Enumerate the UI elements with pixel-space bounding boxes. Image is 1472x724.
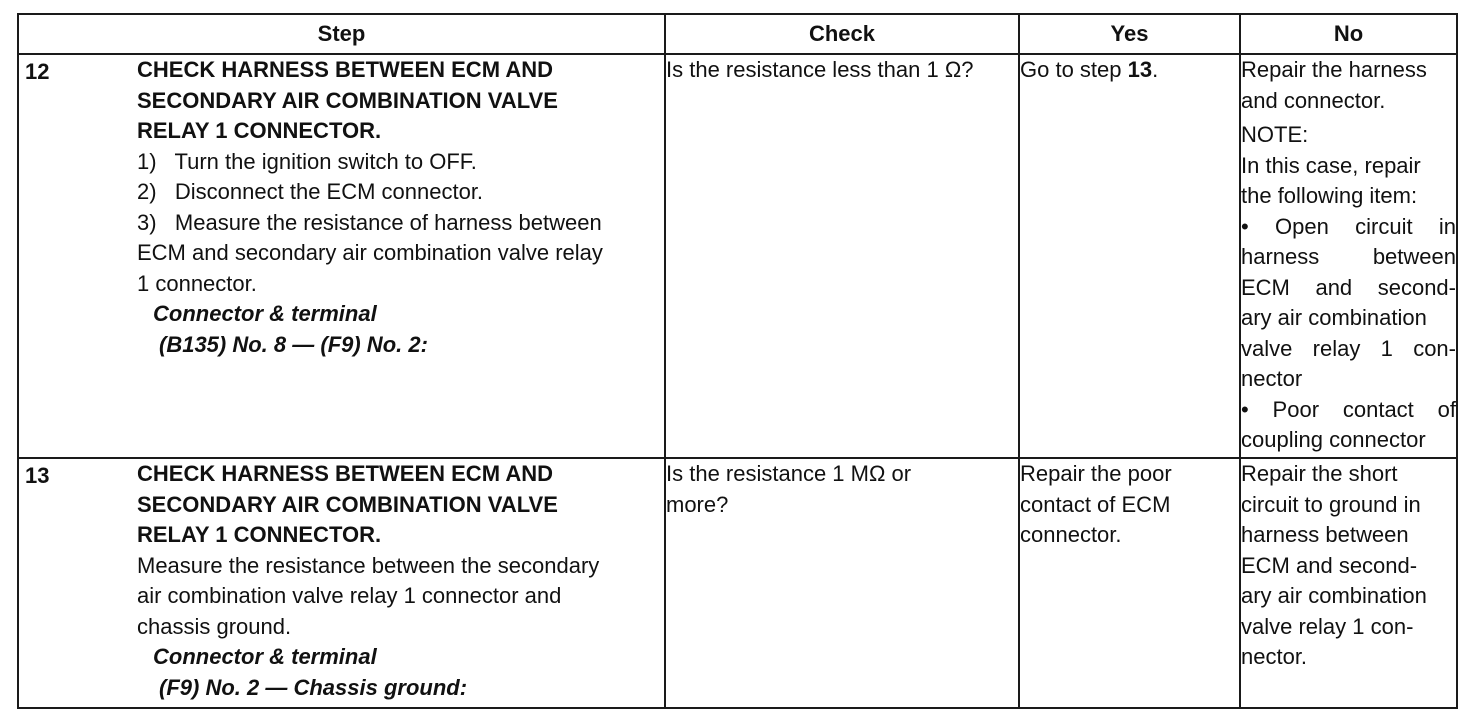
no-line: harness between (1241, 522, 1409, 547)
procedure-line: 3) Measure the resistance of harness between (137, 209, 602, 235)
check-question: Is the resistance less than 1 Ω? (666, 57, 974, 82)
yes-line: contact of ECM (1020, 491, 1171, 517)
goto-step-link[interactable]: 13 (1127, 57, 1153, 82)
step-number: 12 (25, 59, 50, 84)
step-title-line: CHECK HARNESS BETWEEN ECM AND (137, 461, 553, 486)
check-question: more? (666, 491, 729, 517)
yes-text: Go to step (1020, 57, 1128, 82)
header-step: Step (18, 14, 665, 54)
check-cell (665, 458, 1019, 708)
note-line: the following item: (1241, 183, 1418, 208)
note-line: valve relay 1 con- (1241, 335, 1456, 361)
diagnostic-table (17, 13, 1458, 709)
procedure-line: chassis ground. (137, 613, 292, 639)
no-line: Repair the harness (1241, 57, 1427, 82)
no-line: nector. (1241, 644, 1308, 669)
note-line: In this case, repair (1241, 152, 1421, 178)
yes-line: Repair the poor (1020, 461, 1172, 486)
step-body (137, 55, 664, 360)
step-cell (18, 54, 665, 458)
header-check: Check (665, 14, 1019, 54)
step-cell (18, 458, 665, 708)
note-line: • Open circuit in (1241, 213, 1456, 239)
note-line: • Poor contact of (1241, 396, 1456, 422)
no-cell (1240, 458, 1457, 708)
no-line: Repair the short (1241, 461, 1398, 486)
step-title-line: SECONDARY AIR COMBINATION VALVE (137, 491, 558, 517)
no-line: circuit to ground in (1241, 491, 1421, 517)
note-label: NOTE: (1241, 122, 1309, 147)
no-line: and connector. (1241, 87, 1386, 113)
no-line: valve relay 1 con- (1241, 613, 1414, 639)
table-row-step-12 (18, 54, 1457, 458)
note-line: nector (1241, 366, 1303, 391)
table-row-step-13 (18, 458, 1457, 708)
note-line: coupling connector (1241, 427, 1426, 452)
note-line: ECM and second- (1241, 274, 1456, 300)
header-yes: Yes (1019, 14, 1240, 54)
check-cell (665, 54, 1019, 458)
procedure-line: ECM and secondary air combination valve relay (137, 240, 603, 265)
procedure-line: 1) Turn the ignition switch to OFF. (137, 148, 477, 174)
header-row (18, 14, 1457, 54)
step-number: 13 (25, 463, 50, 488)
yes-suffix: . (1152, 57, 1159, 82)
procedure-line: 1 connector. (137, 270, 257, 296)
procedure-line: Measure the resistance between the secondary (137, 552, 600, 578)
step-title-line: SECONDARY AIR COMBINATION VALVE (137, 87, 558, 113)
check-question: Is the resistance 1 MΩ or (666, 461, 912, 486)
yes-cell (1019, 54, 1240, 458)
spec-label: Connector & terminal (153, 301, 377, 326)
no-cell (1240, 54, 1457, 458)
procedure-line: 2) Disconnect the ECM connector. (137, 179, 484, 204)
note-line: harness between (1241, 244, 1456, 269)
note-line: ary air combination (1241, 305, 1427, 330)
step-title-line: CHECK HARNESS BETWEEN ECM AND (137, 57, 553, 82)
no-line: ary air combination (1241, 583, 1427, 608)
procedure-line: air combination valve relay 1 connector and (137, 583, 562, 608)
no-line: ECM and second- (1241, 552, 1418, 578)
step-title-line: RELAY 1 CONNECTOR. (137, 118, 382, 143)
spec-label: Connector & terminal (153, 644, 377, 669)
yes-line: connector. (1020, 522, 1122, 547)
spec-value: (F9) No. 2 — Chassis ground: (159, 674, 468, 700)
spec-value: (B135) No. 8 — (F9) No. 2: (159, 331, 428, 357)
step-body (137, 459, 664, 703)
step-title-line: RELAY 1 CONNECTOR. (137, 522, 382, 547)
yes-cell (1019, 458, 1240, 708)
header-no: No (1240, 14, 1457, 54)
